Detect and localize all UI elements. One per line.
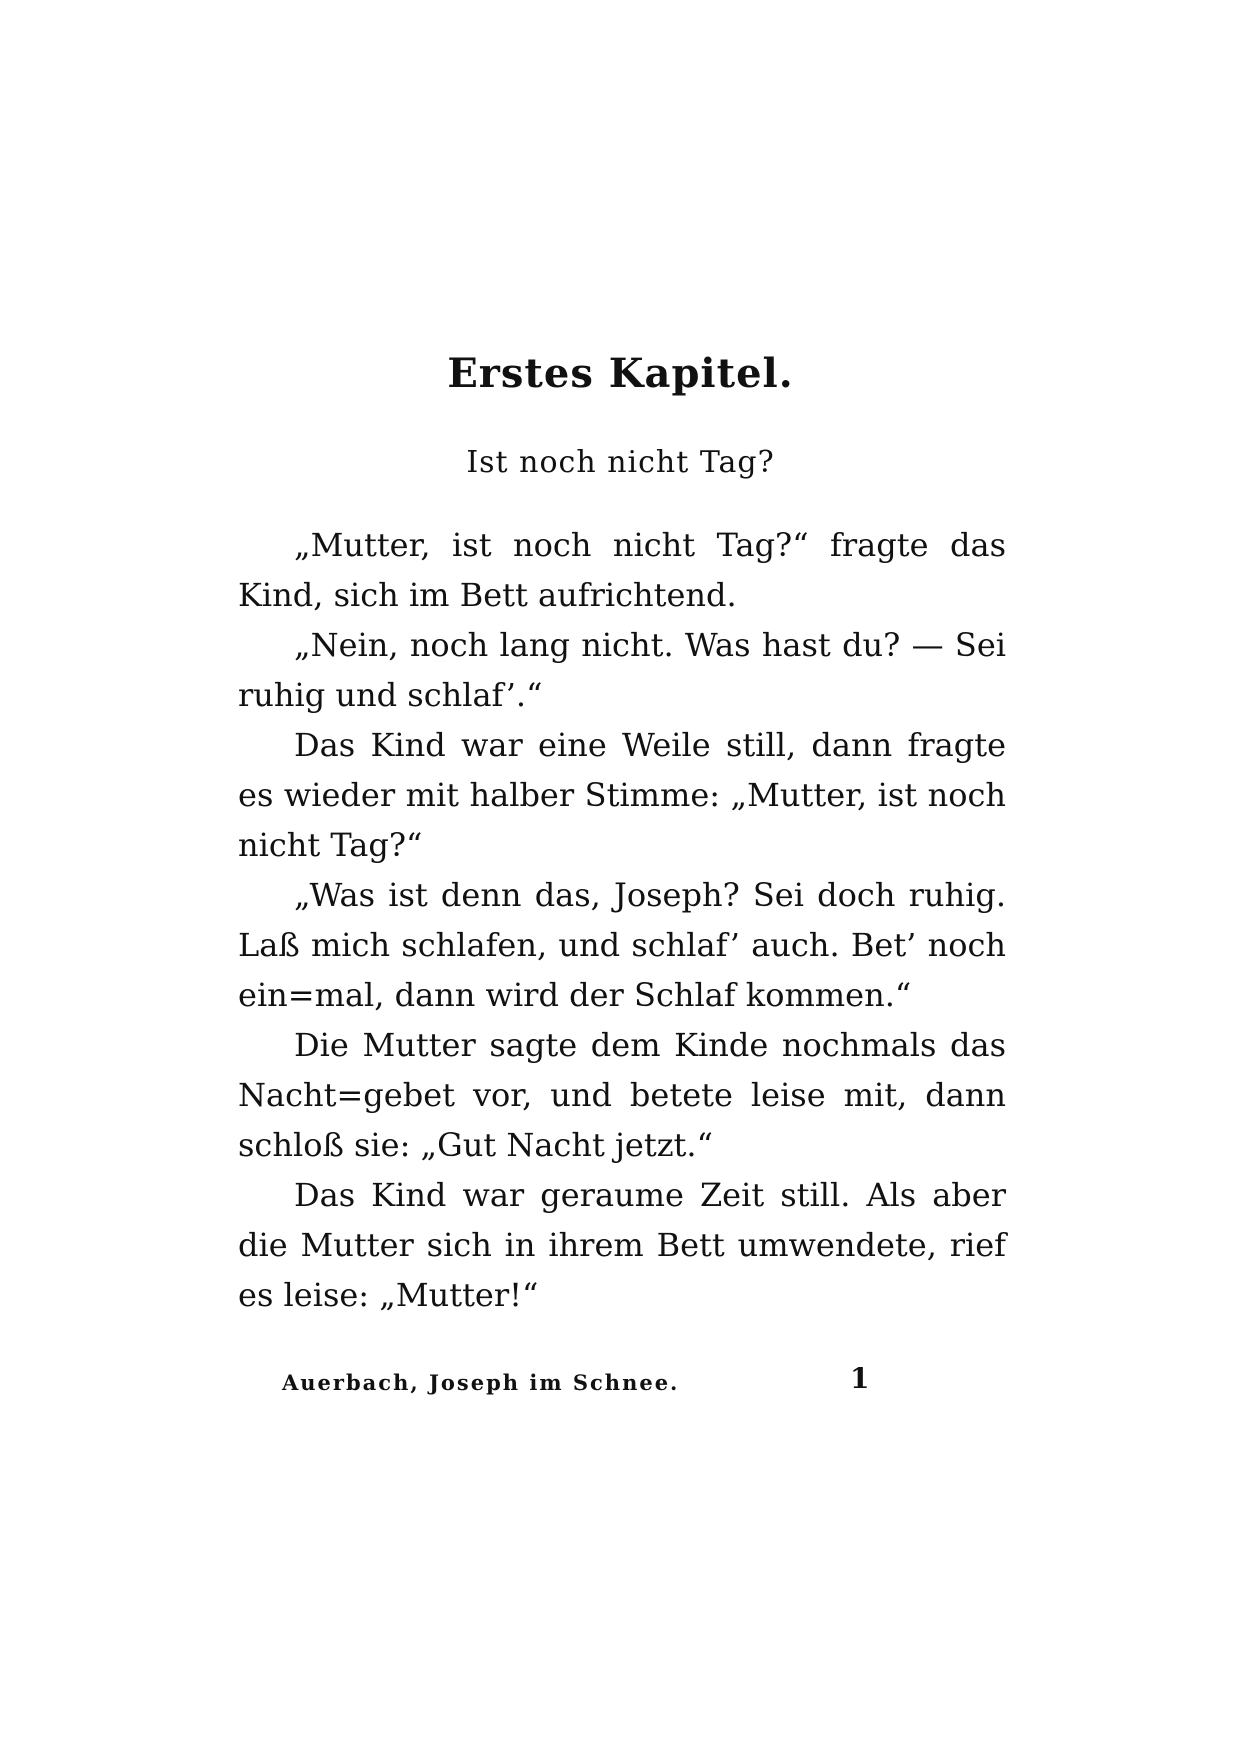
paragraph: Das Kind war eine Weile still, dann fragte es wieder mit halber Stimme: „Mutter, ist noch nicht Tag?“ — [238, 726, 1006, 864]
body-text — [238, 520, 1006, 1320]
paragraph: Die Mutter sagte dem Kinde nochmals das Nacht=gebet vor, und betete leise mit, dann schloß sie: „Gut Nacht jetzt.“ — [238, 1026, 1006, 1164]
signature-line: Auerbach, Joseph im Schnee. — [282, 1370, 680, 1395]
paragraph: „Mutter, ist noch nicht Tag?“ fragte das Kind, sich im Bett aufrichtend. — [238, 526, 1006, 614]
chapter-title: Erstes Kapitel. — [447, 350, 794, 397]
page-number: 1 — [850, 1362, 870, 1395]
paragraph: Das Kind war geraume Zeit still. Als aber die Mutter sich in ihrem Bett umwendete, rief es leise: „Mutter!“ — [238, 1176, 1006, 1314]
chapter-subtitle: Ist noch nicht Tag? — [466, 445, 775, 480]
paragraph: „Was ist denn das, Joseph? Sei doch ruhig. Laß mich schlafen, und schlaf’ auch. Bet’ noch ein=mal, dann wird der Schlaf kommen.“ — [238, 876, 1006, 1014]
paragraph: „Nein, noch lang nicht. Was hast du? — Sei ruhig und schlaf’.“ — [238, 626, 1006, 714]
